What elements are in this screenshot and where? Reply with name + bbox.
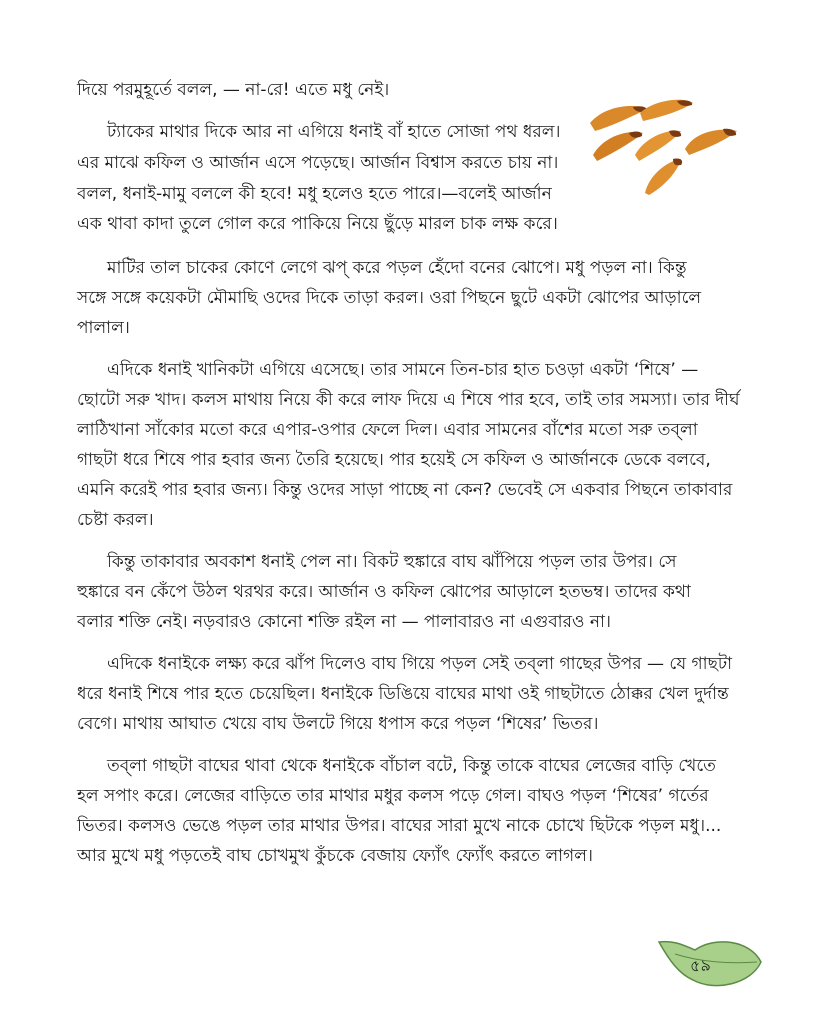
text-line: পালাল।	[77, 318, 130, 338]
text-line: কিন্তু তাকাবার অবকাশ ধনাই পেল না। বিকট হুঙ্কারে বাঘ ঝাঁপিয়ে পড়ল তার উপর। সে	[107, 552, 677, 572]
text-line: ধরে ধনাই শিষে পার হতে চেয়েছিল। ধনাইকে ডিঙিয়ে বাঘের মাথা ওই গাছটাতে ঠোক্কর খেল দুর্দান্ত	[77, 684, 729, 704]
seed-6	[645, 158, 682, 195]
text-line: ট্যাকের মাথার দিকে আর না এগিয়ে ধনাই বাঁ হাতে সোজা পথ ধরল।	[107, 122, 561, 142]
seed-5	[685, 129, 737, 155]
text-line: তব্‌লা গাছটা বাঘের থাবা থেকে ধনাইকে বাঁচাল বটে, কিন্তু তাকে বাঘের লেজের বাড়ি খেতে	[107, 756, 716, 776]
seed-3	[593, 132, 643, 161]
text-line: দিয়ে পরমুহূর্তে বলল, — না-রে! এতে মধু নেই।	[77, 80, 390, 100]
text-line: লাঠিখানা সাঁকোর মতো করে এপার-ওপার ফেলে দিল। এবার সামনের বাঁশের মতো সরু তব্‌লা	[77, 420, 698, 440]
text-line: হুঙ্কারে বন কেঁপে উঠল থরথর করে। আর্জান ও কফিল ঝোপের আড়ালে হতভম্ব। তাদের কথা	[77, 582, 691, 602]
text-line: এমনি করেই পার হবার জন্য। কিন্তু ওদের সাড়া পাচ্ছে না কেন? ভেবেই সে একবার পিছনে তাকাবার	[77, 480, 733, 500]
text-line: বলল, ধনাই-মামু বললে কী হবে! মধু হলেও হতে পারে।—বলেই আর্জান	[77, 184, 552, 204]
text-line: হল সপাং করে। লেজের বাড়িতে তার মাথার মধুর কলস পড়ে গেল। বাঘও পড়ল ‘শিষের’ গর্তের	[77, 786, 709, 806]
text-line: ছোটো সরু খাদ। কলস মাথায় নিয়ে কী করে লাফ দিয়ে এ শিষে পার হবে, তাই তার সমস্যা। তার দীর্ঘ	[77, 390, 740, 410]
text-line: এদিকে ধনাইকে লক্ষ্য করে ঝাঁপ দিলেও বাঘ গিয়ে পড়ল সেই তব্‌লা গাছের উপর — যে গাছটা	[107, 654, 733, 674]
seed-1	[590, 106, 647, 131]
text-line: গাছটা ধরে শিষে পার হবার জন্য তৈরি হয়েছে। পার হয়েই সে কফিল ও আর্জানকে ডেকে বলবে,	[77, 450, 711, 470]
seeds-illustration	[585, 95, 745, 205]
text-line: মাটির তাল চাকের কোণে লেগে ঝপ্‌ করে পড়ল হেঁদো বনের ঝোপে। মধু পড়ল না। কিন্তু	[107, 258, 687, 278]
text-line: সঙ্গে সঙ্গে কয়েকটা মৌমাছি ওদের দিকে তাড়া করল। ওরা পিছনে ছুটে একটা ঝোপের আড়ালে	[77, 288, 702, 308]
text-line: এর মাঝে কফিল ও আর্জান এসে পড়েছে। আর্জান বিশ্বাস করতে চায় না।	[77, 153, 559, 173]
text-line: বেগে। মাথায় আঘাত খেয়ে বাঘ উলটে গিয়ে ধপাস করে পড়ল ‘শিষের’ ভিতর।	[77, 714, 599, 734]
text-line: বলার শক্তি নেই। নড়বারও কোনো শক্তি রইল না — পালাবারও না এগুবারও না।	[77, 612, 612, 632]
seed-2	[640, 100, 693, 121]
text-line: চেষ্টা করল।	[77, 510, 154, 530]
text-line: ভিতর। কলসও ভেঙে পড়ল তার মাথার উপর। বাঘের সারা মুখে নাকে চোখে ছিটকে পড়ল মধু।...	[77, 816, 722, 836]
text-line: এক থাবা কাদা তুলে গোল করে পাকিয়ে নিয়ে ছুঁড়ে মারল চাক লক্ষ করে।	[77, 214, 558, 234]
text-line: আর মুখে মধু পড়তেই বাঘ চোখমুখ কুঁচকে বেজায় ফ্যোঁৎ ফ্যোঁৎ করতে লাগল।	[77, 846, 593, 866]
page-number: ৫৯	[689, 955, 712, 976]
text-line: এদিকে ধনাই খানিকটা এগিয়ে এসেছে। তার সামনে তিন-চার হাত চওড়া একটা ‘শিষে’ —	[107, 360, 699, 380]
